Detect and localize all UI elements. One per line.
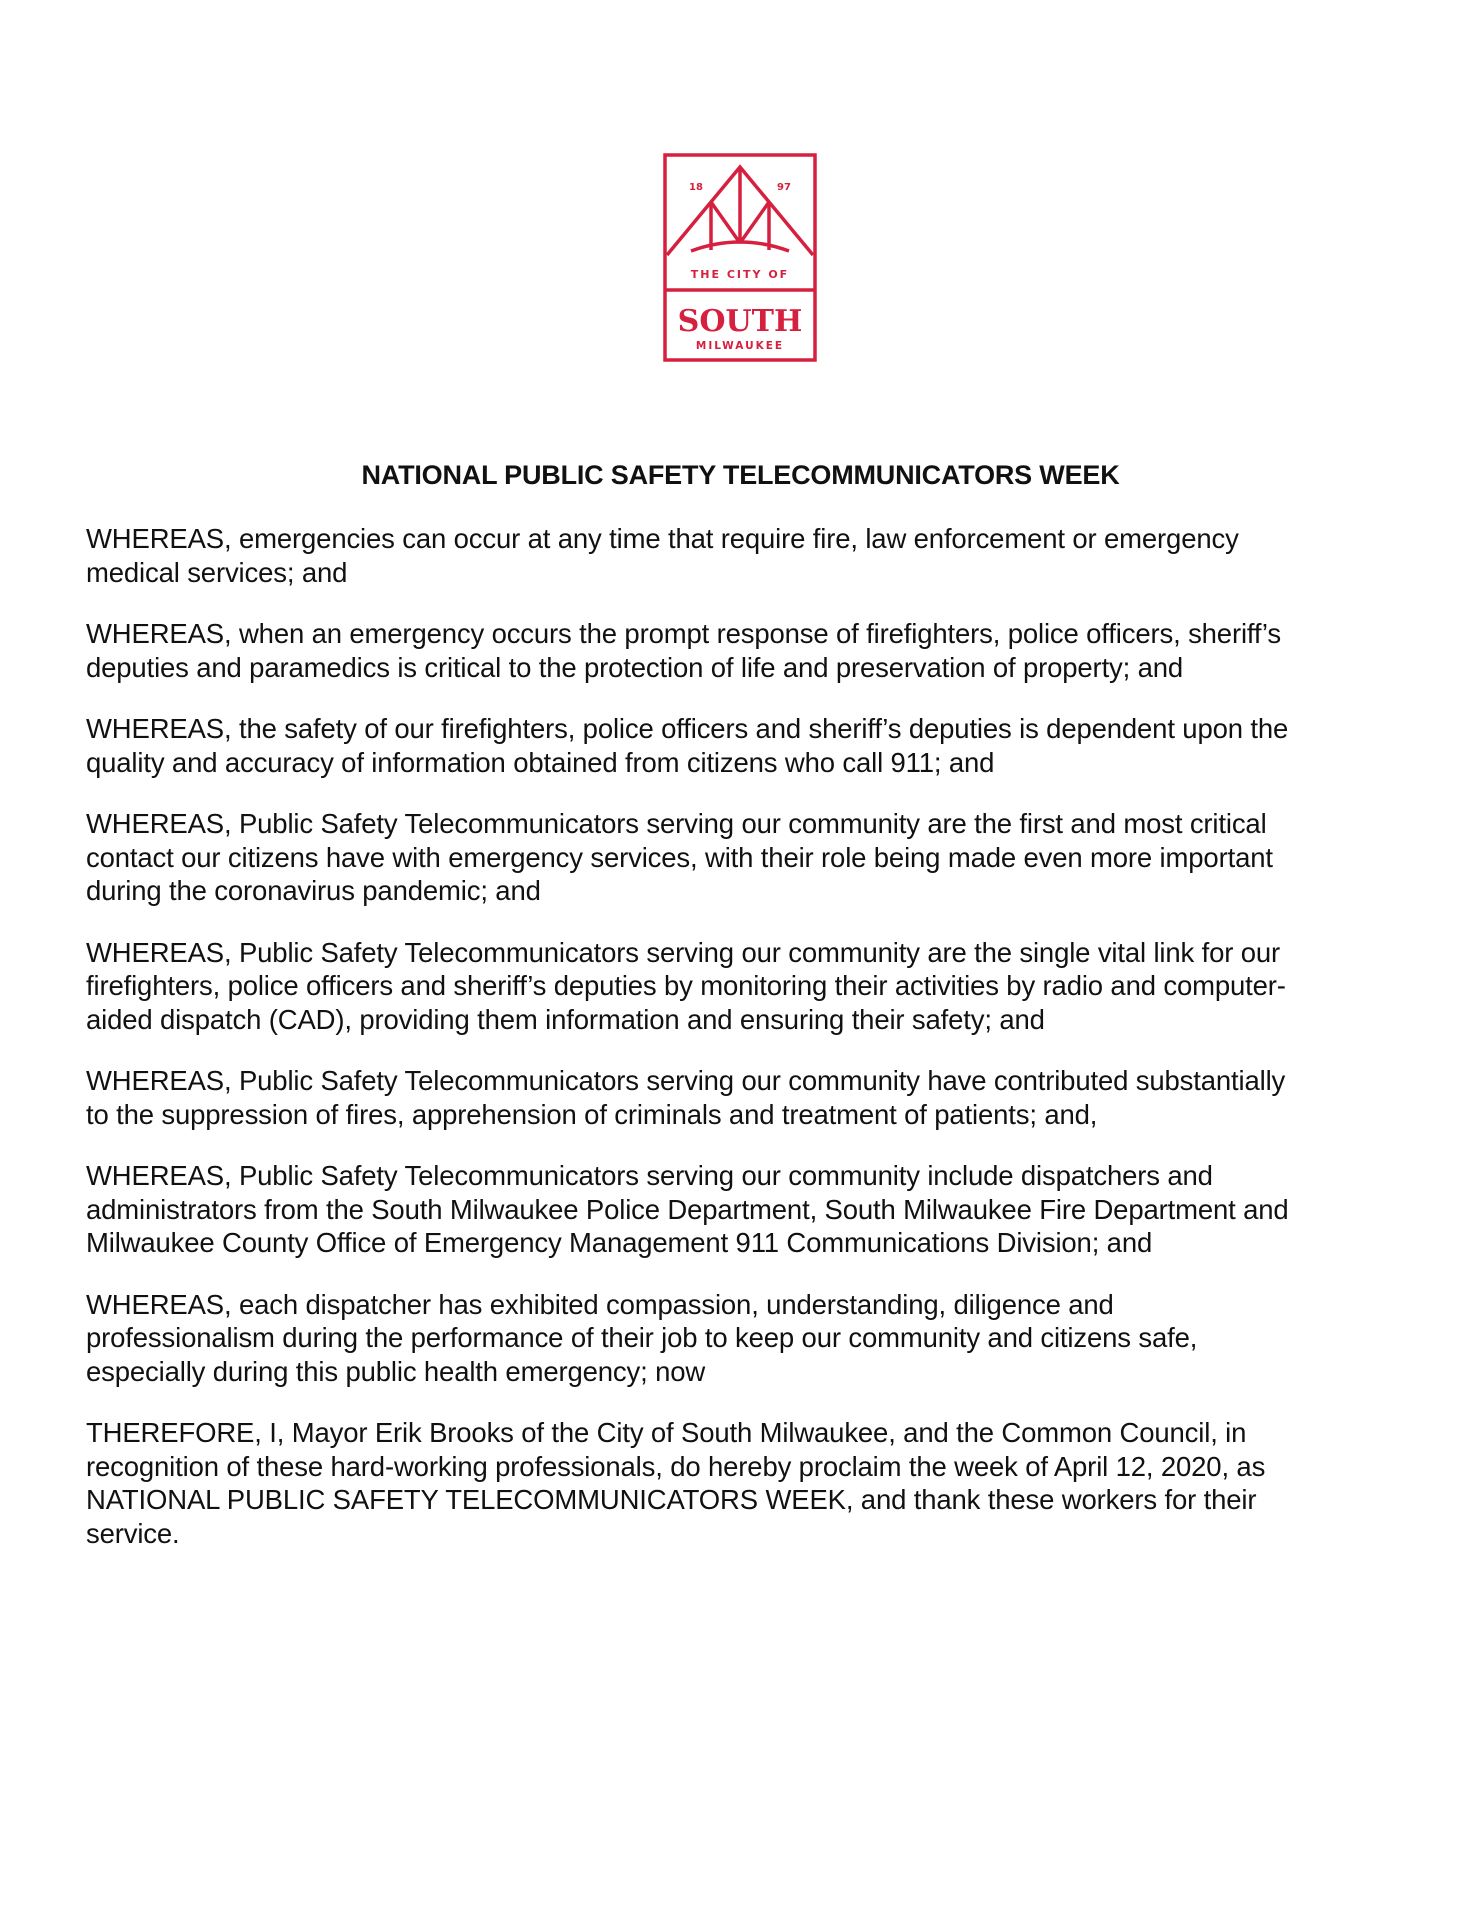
paragraph-therefore bbox=[86, 1416, 1386, 1550]
paragraph-line: WHEREAS, Public Safety Telecommunicators serving our community are the first and most critical bbox=[86, 808, 1267, 839]
paragraph-7 bbox=[86, 1159, 1386, 1260]
paragraph-line: WHEREAS, each dispatcher has exhibited compassion, understanding, diligence and bbox=[86, 1288, 1114, 1320]
paragraph-line: especially during this public health emergency; now bbox=[86, 1355, 706, 1387]
logo-year-left: 18 bbox=[689, 182, 703, 193]
paragraph-line: medical services; and bbox=[86, 556, 348, 588]
paragraph-line: aided dispatch (CAD), providing them information and ensuring their safety; and bbox=[86, 1003, 1045, 1035]
paragraph-line: firefighters, police officers and sheriff’s deputies by monitoring their activities by radio and computer- bbox=[86, 970, 1286, 1001]
paragraph-line: service. bbox=[86, 1517, 180, 1549]
paragraph-line: professionalism during the performance of their job to keep our community and citizens safe, bbox=[86, 1322, 1198, 1353]
paragraph-line: WHEREAS, the safety of our firefighters, police officers and sheriff’s deputies is dependent upon the bbox=[86, 713, 1289, 744]
document-title: NATIONAL PUBLIC SAFETY TELECOMMUNICATORS WEEK bbox=[361, 460, 1120, 490]
paragraph-line: WHEREAS, emergencies can occur at any time that require fire, law enforcement or emergency bbox=[86, 523, 1239, 554]
paragraph-8 bbox=[86, 1288, 1386, 1389]
paragraph-line: recognition of these hard-working professionals, do hereby proclaim the week of April 12, 2020, as bbox=[86, 1450, 1266, 1482]
paragraph-line: WHEREAS, when an emergency occurs the prompt response of firefighters, police officers, sheriff’s bbox=[86, 618, 1281, 649]
paragraph-line: administrators from the South Milwaukee Police Department, South Milwaukee Fire Department and bbox=[86, 1193, 1289, 1225]
paragraph-line: WHEREAS, Public Safety Telecommunicators serving our community include dispatchers and bbox=[86, 1160, 1213, 1191]
logo-year-right: 97 bbox=[777, 182, 791, 193]
logo-line2: SOUTH bbox=[677, 304, 803, 339]
paragraph-3 bbox=[86, 712, 1386, 779]
paragraph-5 bbox=[86, 936, 1386, 1037]
paragraph-line: quality and accuracy of information obtained from citizens who call 911; and bbox=[86, 746, 995, 778]
paragraph-line: to the suppression of fires, apprehension of criminals and treatment of patients; and, bbox=[86, 1098, 1098, 1130]
city-seal-graphic bbox=[663, 153, 817, 362]
paragraph-line: deputies and paramedics is critical to the protection of life and preservation of property; and bbox=[86, 651, 1184, 683]
paragraph-4 bbox=[86, 807, 1386, 908]
paragraph-6 bbox=[86, 1064, 1386, 1131]
logo-line1: THE CITY OF bbox=[690, 268, 790, 281]
paragraph-line: THEREFORE, I, Mayor Erik Brooks of the City of South Milwaukee, and the Common Council, in bbox=[86, 1417, 1247, 1448]
paragraph-line: Milwaukee County Office of Emergency Management 911 Communications Division; and bbox=[86, 1227, 1153, 1258]
paragraph-line: contact our citizens have with emergency services, with their role being made even more important bbox=[86, 841, 1273, 873]
paragraph-line: during the coronavirus pandemic; and bbox=[86, 875, 541, 906]
city-logo bbox=[663, 153, 817, 362]
paragraph-2 bbox=[86, 617, 1386, 684]
bridge-arch-icon bbox=[691, 242, 789, 251]
logo-line3: MILWAUKEE bbox=[695, 340, 785, 352]
paragraph-line: WHEREAS, Public Safety Telecommunicators serving our community are the single vital link for our bbox=[86, 936, 1281, 968]
paragraph-line: NATIONAL PUBLIC SAFETY TELECOMMUNICATORS WEEK, and thank these workers for their bbox=[86, 1484, 1257, 1515]
paragraph-line: WHEREAS, Public Safety Telecommunicators serving our community have contributed substantially bbox=[86, 1065, 1286, 1096]
proclamation-body bbox=[86, 522, 1386, 1578]
paragraph-1 bbox=[86, 522, 1386, 589]
